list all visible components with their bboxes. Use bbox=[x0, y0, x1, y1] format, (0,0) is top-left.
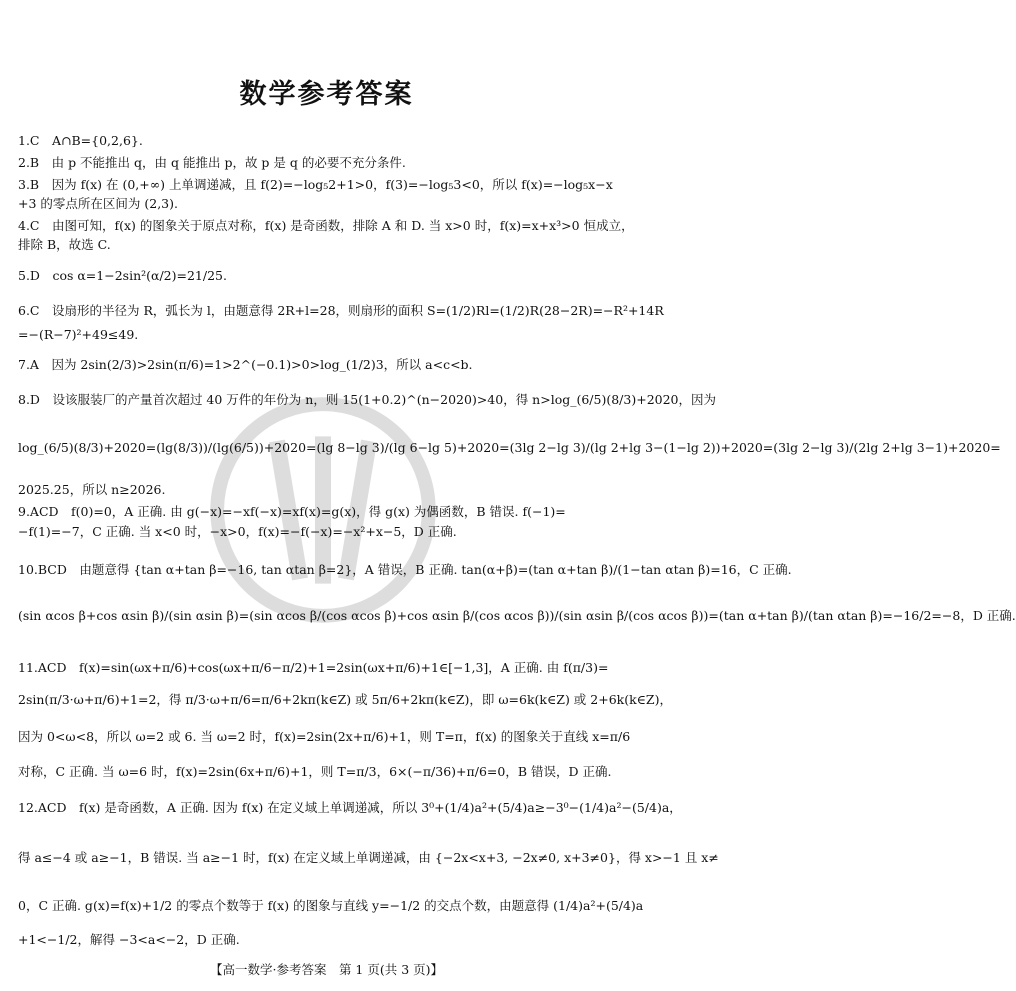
answer-line: 得 a≤−4 或 a≥−1，B 错误. 当 a≥−1 时，f(x) 在定义域上单调递减，由 {−2x<x+3, −2x≠0, x+3≠0}，得 x>−1 且 x≠ bbox=[18, 850, 719, 865]
answer-line: 11.ACD f(x)=sin(ωx+π/6)+cos(ωx+π/6−π/2)+1=2sin(ωx+π/6)+1∈[−1,3]，A 正确. 由 f(π/3)= bbox=[18, 660, 609, 675]
answer-line: 2025.25，所以 n≥2026. bbox=[18, 482, 166, 497]
answer-line: +3 的零点所在区间为 (2,3). bbox=[18, 196, 178, 211]
answer-line: 6.C 设扇形的半径为 R，弧长为 l，由题意得 2R+l=28，则扇形的面积 S=(1/2)Rl=(1/2)R(28−2R)=−R²+14R bbox=[18, 303, 664, 318]
answer-line: 排除 B，故选 C. bbox=[18, 237, 111, 252]
answer-line: 0，C 正确. g(x)=f(x)+1/2 的零点个数等于 f(x) 的图象与直线 y=−1/2 的交点个数，由题意得 (1/4)a²+(5/4)a bbox=[18, 898, 644, 913]
answer-line: 2sin(π/3·ω+π/6)+1=2，得 π/3·ω+π/6=π/6+2kπ(k∈Z) 或 5π/6+2kπ(k∈Z)，即 ω=6k(k∈Z) 或 2+6k(k∈Z)， bbox=[18, 692, 672, 707]
answer-line: 9.ACD f(0)=0，A 正确. 由 g(−x)=−xf(−x)=xf(x)=g(x)，得 g(x) 为偶函数，B 错误. f(−1)= bbox=[18, 504, 566, 519]
answer-line: =−(R−7)²+49≤49. bbox=[18, 327, 139, 342]
answer-line: 1.C A∩B={0,2,6}. bbox=[18, 133, 143, 148]
answer-line: 12.ACD f(x) 是奇函数，A 正确. 因为 f(x) 在定义域上单调递减，所以 3⁰+(1/4)a²+(5/4)a≥−3⁰−(1/4)a²−(5/4)a， bbox=[18, 800, 682, 815]
page-footer: 【高一数学·参考答案 第 1 页(共 3 页)】 bbox=[209, 962, 444, 977]
answer-line: log_(6/5)(8/3)+2020=(lg(8/3))/(lg(6/5))+2020=(lg 8−lg 3)/(lg 6−lg 5)+2020=(3lg 2−lg 3)/(lg 2+lg 3−(1−lg 2))+2020=(3lg 2−lg 3)/(2lg 2+lg 3−1)+2020= bbox=[18, 440, 1001, 455]
answer-line: 2.B 由 p 不能推出 q，由 q 能推出 p，故 p 是 q 的必要不充分条件. bbox=[18, 155, 406, 170]
answer-line: 7.A 因为 2sin(2/3)>2sin(π/6)=1>2^(−0.1)>0>log_(1/2)3，所以 a<c<b. bbox=[18, 357, 473, 372]
answer-line: 5.D cos α=1−2sin²(α/2)=21/25. bbox=[18, 268, 227, 283]
page-title: 数学参考答案 bbox=[239, 79, 414, 110]
answer-line: 3.B 因为 f(x) 在 (0,+∞) 上单调递减，且 f(2)=−log₅2+1>0，f(3)=−log₅3<0，所以 f(x)=−log₅x−x bbox=[18, 177, 613, 192]
answer-line: +1<−1/2，解得 −3<a<−2，D 正确. bbox=[18, 932, 240, 947]
answer-line: 对称，C 正确. 当 ω=6 时，f(x)=2sin(6x+π/6)+1，则 T=π/3，6×(−π/36)+π/6=0，B 错误，D 正确. bbox=[18, 764, 612, 779]
answer-line: 10.BCD 由题意得 {tan α+tan β=−16, tan αtan β=2}，A 错误，B 正确. tan(α+β)=(tan α+tan β)/(1−tan αtan β)=16，C 正确. bbox=[18, 562, 792, 577]
answer-line: 8.D 设该服装厂的产量首次超过 40 万件的年份为 n，则 15(1+0.2)^(n−2020)>40，得 n>log_(6/5)(8/3)+2020，因为 bbox=[18, 392, 717, 407]
answer-line: 因为 0<ω<8，所以 ω=2 或 6. 当 ω=2 时，f(x)=2sin(2x+π/6)+1，则 T=π，f(x) 的图象关于直线 x=π/6 bbox=[18, 729, 631, 744]
answer-line: (sin αcos β+cos αsin β)/(sin αsin β)=(sin αcos β/(cos αcos β)+cos αsin β/(cos αcos β))/(sin αsin β/(cos αcos β))=(tan α+tan β)/(tan αtan β)=−16/2=−8，D 正确. bbox=[18, 608, 1016, 623]
answer-line: 4.C 由图可知，f(x) 的图象关于原点对称，f(x) 是奇函数，排除 A 和 D. 当 x>0 时，f(x)=x+x³>0 恒成立， bbox=[18, 218, 634, 233]
answer-line: −f(1)=−7，C 正确. 当 x<0 时，−x>0，f(x)=−f(−x)=−x²+x−5，D 正确. bbox=[18, 524, 457, 539]
